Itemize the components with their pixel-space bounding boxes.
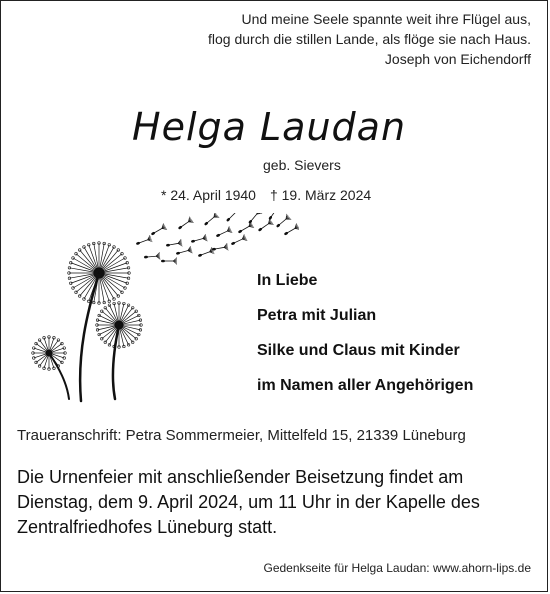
family-list <box>257 263 473 403</box>
service-line: Dienstag, dem 9. April 2024, um 11 Uhr in der Kapelle des <box>17 492 480 512</box>
family-line: In Liebe <box>257 272 318 289</box>
quote-author: Joseph von Eichendorff <box>384 51 531 67</box>
service-info <box>17 465 480 540</box>
birth-name: geb. Sievers <box>263 157 341 173</box>
service-line: Die Urnenfeier mit anschließender Beisetzung findet am <box>17 467 464 487</box>
death-date: † 19. März 2024 <box>269 187 372 203</box>
mourning-address: Traueranschrift: Petra Sommermeier, Mittelfeld 15, 21339 Lüneburg <box>17 427 466 444</box>
quote-line: Und meine Seele spannte weit ihre Flügel aus, <box>241 11 531 27</box>
memorial-page-link[interactable]: Gedenkseite für Helga Laudan: www.ahorn-lips.de <box>263 561 531 575</box>
service-line: Zentralfriedhofes Lüneburg statt. <box>17 517 278 537</box>
family-line: Petra mit Julian <box>257 307 377 324</box>
poem-quote <box>208 9 531 69</box>
family-line: im Namen aller Angehörigen <box>257 377 474 394</box>
birth-date: * 24. April 1940 <box>161 187 256 203</box>
quote-line: flog durch die stillen Lande, als flöge sie nach Haus. <box>208 31 531 47</box>
life-dates <box>161 187 371 203</box>
deceased-name: Helga Laudan <box>132 105 407 149</box>
family-line: Silke und Claus mit Kinder <box>257 342 460 359</box>
